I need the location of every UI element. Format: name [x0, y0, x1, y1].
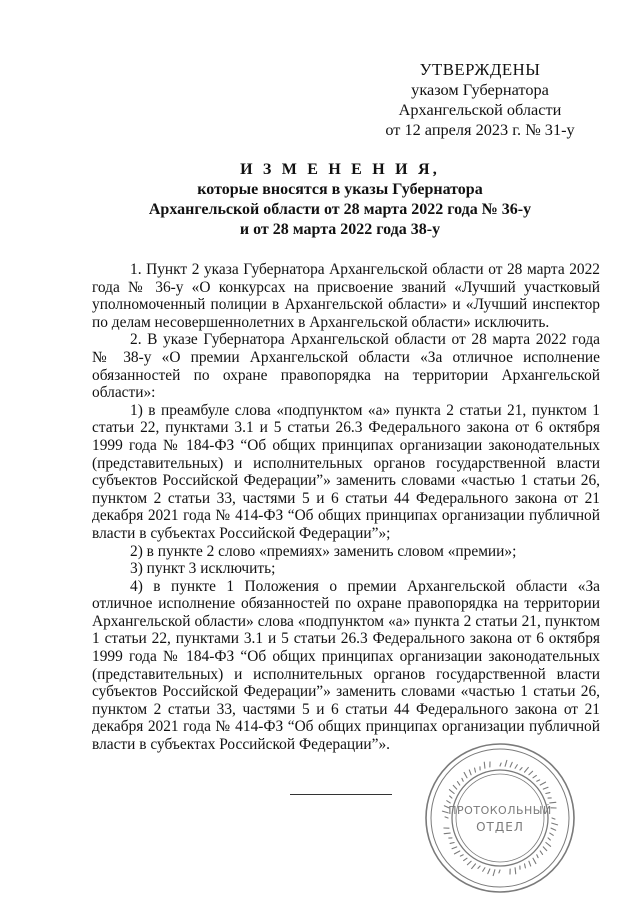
- stamp-ring-mark: [499, 870, 500, 873]
- stamp-ring-mark: [546, 843, 551, 847]
- stamp-ring-mark: [537, 780, 540, 781]
- stamp-ring-mark: [543, 787, 548, 789]
- approval-line-3: от 12 апреля 2023 г. № 31-у: [385, 120, 575, 139]
- stamp-ring-mark: [515, 765, 517, 768]
- stamp-ring-mark: [520, 768, 522, 770]
- stamp-ring-mark: [533, 858, 536, 863]
- stamp-ring-mark: [450, 796, 452, 798]
- stamp-ring-mark: [548, 838, 550, 840]
- paragraph-1: 1. Пункт 2 указа Губернатора Архангельской области от 28 марта 2022 года № 36-у «О конкурсах на присвоение званий «Лучший участковый уполномоченный полиции в Архангельской области» и «Лучший инспектор по делам несовершеннолетних в Архангельской области» исключить.: [92, 261, 600, 331]
- stamp-ring-mark: [444, 833, 450, 834]
- stamp-ring-mark: [483, 868, 485, 871]
- stamp-ring-mark: [454, 851, 459, 854]
- stamp-ring-mark: [500, 763, 501, 766]
- stamp-ring-mark: [537, 855, 538, 858]
- stamp-ring-mark: [445, 817, 448, 818]
- heading-title: И З М Е Н Е Н И Я,: [240, 161, 440, 178]
- approval-line-1: указом Губернатора: [411, 80, 549, 99]
- stamp-ring-mark: [449, 790, 454, 794]
- stamp-ring-mark: [552, 823, 558, 825]
- stamp-center-line-2: ОТДЕЛ: [476, 820, 524, 834]
- stamp-ring-mark: [464, 858, 467, 860]
- stamp-center-line-1: ПРОТОКОЛЬНЫЙ: [448, 804, 552, 817]
- stamp-graphic: [426, 744, 574, 892]
- stamp-ring-mark: [452, 847, 457, 849]
- stamp-ring-mark: [529, 861, 531, 866]
- stamp-ring-mark: [546, 793, 550, 794]
- stamp-ring-mark: [457, 782, 459, 785]
- stamp-ring-mark: [472, 864, 476, 869]
- official-stamp-icon: [420, 738, 580, 898]
- stamp-ring-mark: [550, 802, 556, 803]
- stamp-ring-mark: [533, 775, 536, 777]
- approval-block: [360, 60, 600, 140]
- stamp-ring-mark: [462, 778, 463, 781]
- stamp-ring-mark: [467, 861, 471, 865]
- stamp-ring-mark: [510, 762, 512, 767]
- heading-line-2: Архангельской области от 28 марта 2022 года № 36-у: [148, 201, 532, 218]
- stamp-ring-mark: [484, 762, 485, 768]
- paragraph-2: 2. В указе Губернатора Архангельской области от 28 марта 2022 года № 38-у «О премии Архангельской области «За отличное исполнение обязанностей по охране правопорядка на территории Архангельской области»:: [92, 331, 600, 402]
- stamp-ring-mark: [505, 760, 507, 766]
- stamp-ring-mark: [552, 818, 555, 819]
- stamp-ring-mark: [525, 864, 526, 868]
- document-body: [92, 261, 600, 754]
- stamp-ring-mark: [540, 782, 545, 785]
- stamp-ring-mark: [525, 767, 529, 772]
- paragraph-5: 3) пункт 3 исключить;: [130, 560, 276, 578]
- stamp-ring-mark: [550, 833, 553, 835]
- heading-line-1: которые вносятся в указы Губернатора: [197, 181, 483, 198]
- paragraph-3: 1) в преамбуле слова «подпунктом «а» пункта 2 статьи 21, пунктом 1 статьи 22, пунктами 3.1 и 5 статьи 26.3 Федерального закона от 6 октября 1999 года № 184-ФЗ “Об общих принципах организации законодательных (представительных) и исполнительных органов государственной власти субъектов Российской Федерации”» заменить словами «частью 1 статьи 26, пунктом 2 статьи 33, частями 5 и 6 статьи 44 Федерального закона от 21 декабря 2021 года № 414-ФЗ “Об общих принципах организации публичной власти в субъектах Российской Федерации”»;: [92, 401, 600, 542]
- stamp-ring-mark: [464, 772, 467, 777]
- approval-title: УТВЕРЖДЕНЫ: [419, 60, 541, 79]
- stamp-ring-mark: [460, 855, 463, 856]
- stamp-ring-mark: [488, 869, 490, 874]
- stamp-ring-mark: [543, 847, 547, 851]
- paragraph-6: 4) в пункте 1 Положения о премии Архангельской области «За отличное исполнение обязанностей по охране правопорядка на территории Архангельской области» слова «подпунктом «а» пункта 2 статьи 21, пунктом 1 статьи 22, пунктами 3.1 и 5 статьи 26.3 Федерального закона от 6 октября 1999 года № 184-ФЗ “Об общих принципах организации законодательных (представительных) и исполнительных органов государственной власти субъектов Российской Федерации”» заменить словами «частью 1 статьи 26, пунктом 2 статьи 33, частями 5 и 6 статьи 44 Федерального закона от 21 декабря 2021 года № 414-ФЗ “Об общих принципах организации публичной власти в субъектах Российской Федерации”».: [92, 577, 600, 754]
- document-heading: [110, 160, 570, 240]
- approval-line-2: Архангельской области: [398, 100, 562, 119]
- heading-line-3: и от 28 марта 2022 года 38-у: [239, 221, 441, 238]
- stamp-ring-mark: [529, 771, 533, 775]
- stamp-ring-mark: [493, 870, 495, 876]
- signature-line: [290, 794, 392, 795]
- paragraph-4: 2) в пункте 2 слово «премиях» заменить словом «премии»;: [130, 542, 517, 560]
- stamp-ring-mark: [453, 785, 457, 789]
- stamp-ring-mark: [475, 768, 476, 772]
- stamp-ring-mark: [478, 866, 480, 868]
- stamp-ring-mark: [551, 828, 556, 830]
- stamp-ring-mark: [540, 851, 542, 854]
- stamp-ring-mark: [447, 801, 450, 803]
- stamp-ring-mark: [515, 868, 516, 874]
- stamp-ring-mark: [450, 843, 454, 844]
- stamp-ring-mark: [469, 770, 471, 775]
